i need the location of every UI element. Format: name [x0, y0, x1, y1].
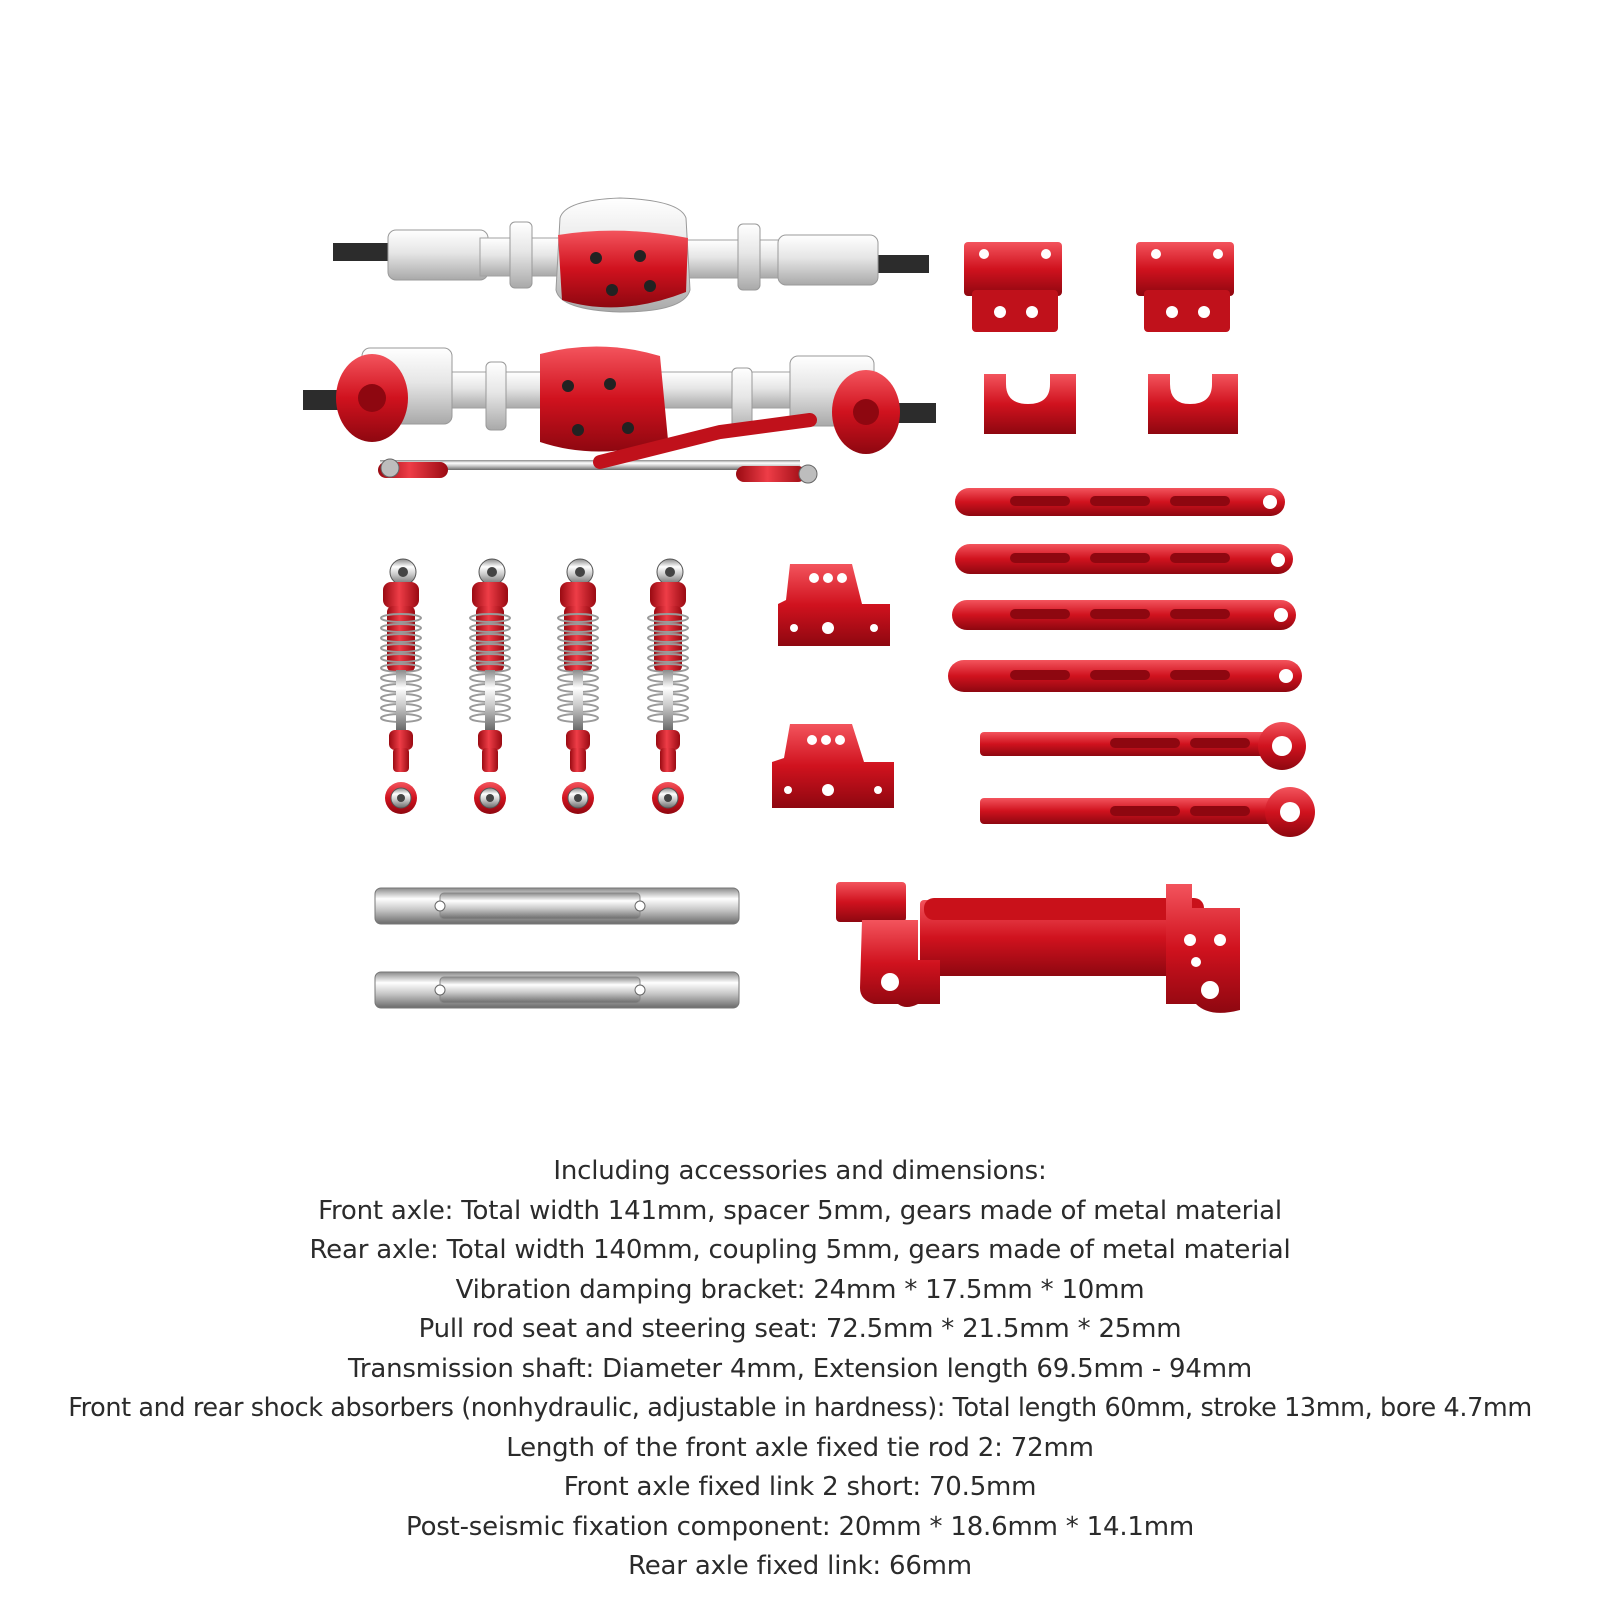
link-rod-4: [948, 660, 1302, 692]
shock-absorbers: [381, 559, 688, 814]
link-rod-5: [980, 722, 1306, 770]
shock-absorber: [381, 559, 421, 814]
spec-line: Rear axle fixed link: 66mm: [628, 1551, 972, 1581]
spec-line: Front axle fixed link 2 short: 70.5mm: [563, 1472, 1037, 1502]
front-axle: [303, 346, 936, 483]
spec-line: Vibration damping bracket: 24mm * 17.5mm * 10mm: [455, 1274, 1145, 1305]
damping-bracket-1: [964, 242, 1062, 332]
spec-line: Pull rod seat and steering seat: 72.5mm * 21.5mm * 25mm: [418, 1314, 1182, 1344]
link-rods: [948, 488, 1315, 837]
spec-line: Front and rear shock absorbers (nonhydraulic, adjustable in hardness): Total length 60mm, stroke 13mm, bore 4.7mm: [68, 1393, 1532, 1423]
shock-absorber: [470, 559, 510, 814]
rear-axle: [333, 198, 929, 312]
link-rod-6: [980, 787, 1315, 837]
pull-rod-seat-2: [772, 724, 894, 808]
spec-line: Transmission shaft: Diameter 4mm, Extension length 69.5mm - 94mm: [348, 1353, 1252, 1384]
u-bracket-2: [1148, 374, 1238, 434]
pull-rod-seat-1: [778, 564, 890, 646]
fixation-component: [836, 882, 1240, 1013]
spec-text-block: [0, 1152, 1600, 1587]
u-bracket-1: [984, 374, 1076, 434]
shock-absorber: [648, 559, 688, 814]
damping-bracket-2: [1136, 242, 1234, 332]
link-rod-3: [952, 600, 1296, 630]
transmission-shaft-2: [375, 972, 739, 1008]
shock-absorber: [558, 559, 598, 814]
link-rod-2: [955, 544, 1293, 574]
spec-line: Length of the front axle fixed tie rod 2: 72mm: [506, 1432, 1094, 1463]
link-rod-1: [955, 488, 1285, 516]
spec-line: Front axle: Total width 141mm, spacer 5mm, gears made of metal material: [318, 1195, 1282, 1226]
transmission-shaft-1: [375, 888, 739, 924]
spec-heading: Including accessories and dimensions:: [553, 1156, 1047, 1186]
spec-line: Rear axle: Total width 140mm, coupling 5mm, gears made of metal material: [309, 1235, 1291, 1265]
spec-line: Post-seismic fixation component: 20mm * 18.6mm * 14.1mm: [406, 1511, 1194, 1542]
